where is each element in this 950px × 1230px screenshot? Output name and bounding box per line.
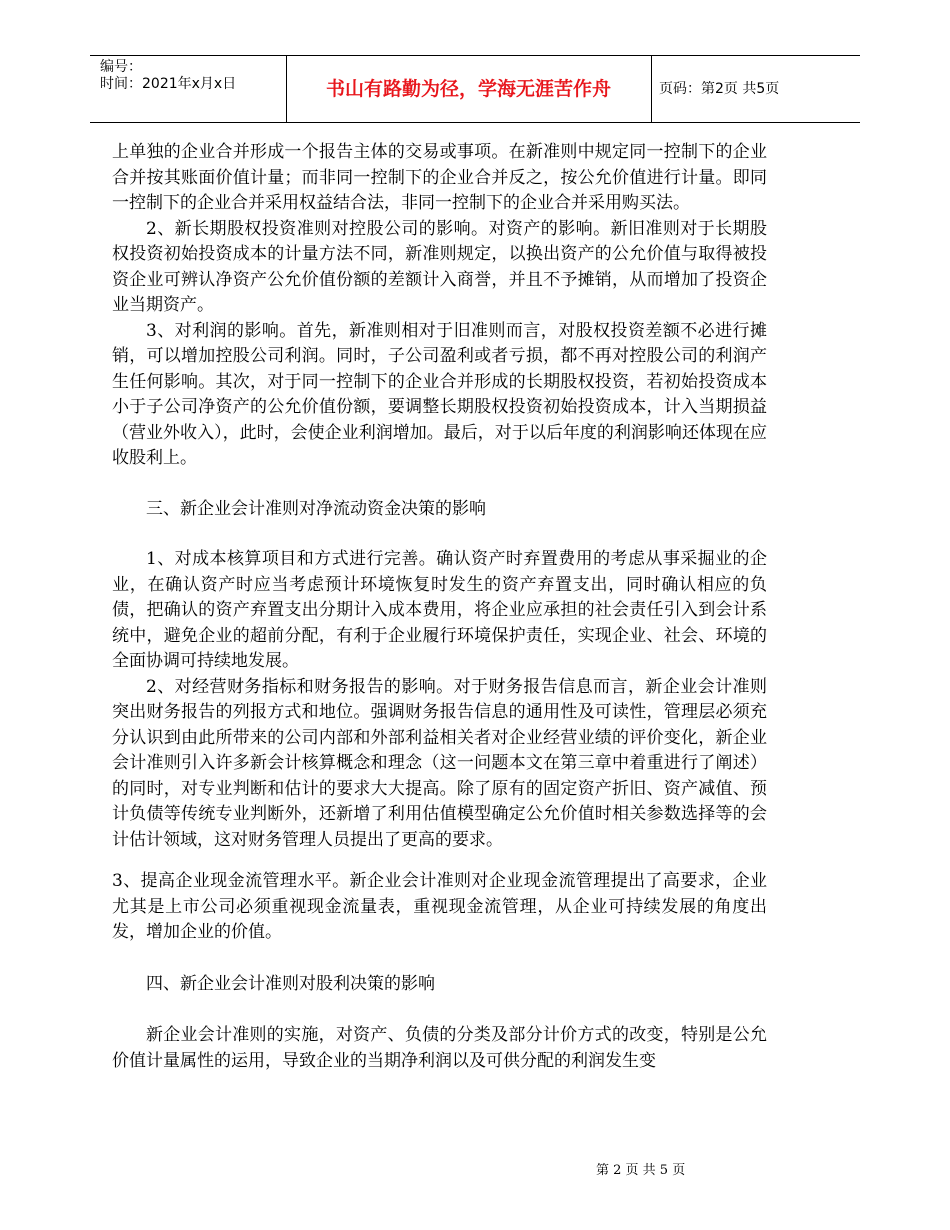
section-heading: 三、新企业会计准则对净流动资金决策的影响	[146, 498, 486, 519]
time-label: 时间：2021年x月x日	[100, 76, 237, 92]
header-meta	[100, 59, 236, 93]
section-heading: 四、新企业会计准则对股利决策的影响	[146, 973, 435, 994]
paragraph: 新企业会计准则的实施，对资产、负债的分类及部分计价方式的改变，特别是公允价值计量属性的运用，导致企业的当期净利润以及可供分配的利润发生变	[112, 1025, 767, 1071]
page-footer: 第 2 页 共 5 页	[596, 1163, 686, 1178]
paragraph: 3、对利润的影响。首先，新准则相对于旧准则而言，对股权投资差额不必进行摊销，可以增加控股公司利润。同时，子公司盈利或者亏损，都不再对控股公司的利润产生任何影响。其次，对于同一控制下的企业合并形成的长期股权投资，若初始投资成本小于子公司净资产的公允价值份额，要调整长期股权投资初始投资成本，计入当期损益（营业外收入），此时，会使企业利润增加。最后，对于以后年度的利润影响还体现在应收股利上。	[112, 320, 767, 468]
header-motto: 书山有路勤为径，学海无涯苦作舟	[325, 78, 611, 100]
page-header	[90, 55, 860, 123]
paragraph: 3、提高企业现金流管理水平。新企业会计准则对企业现金流管理提出了高要求，企业尤其是上市公司必须重视现金流量表，重视现金流管理，从企业可持续发展的角度出发，增加企业的价值。	[112, 871, 767, 942]
number-label: 编号：	[100, 59, 142, 75]
paragraph: 2、对经营财务指标和财务报告的影响。对于财务报告信息而言，新企业会计准则突出财务报告的列报方式和地位。强调财务报告信息的通用性及可读性，管理层必须充分认识到由此所带来的公司内部和外部利益相关者对企业经营业绩的评价变化，新企业会计准则引入许多新会计核算概念和理念（这一问题本文在第三章中着重进行了阐述）的同时，对专业判断和估计的要求大大提高。除了原有的固定资产折旧、资产减值、预计负债等传统专业判断外，还新增了利用估值模型确定公允价值时相关参数选择等的会计估计领域，这对财务管理人员提出了更高的要求。	[112, 676, 767, 850]
header-divider	[651, 56, 652, 122]
header-page-info: 页码：第2页 共5页	[659, 81, 780, 97]
paragraph: 1、对成本核算项目和方式进行完善。确认资产时弃置费用的考虑从事采掘业的企业，在确认资产时应当考虑预计环境恢复时发生的资产弃置支出，同时确认相应的负债，把确认的资产弃置支出分期计入成本费用，将企业应承担的社会责任引入到会计系统中，避免企业的超前分配，有利于企业履行环境保护责任，实现企业、社会、环境的全面协调可持续地发展。	[112, 549, 767, 671]
paragraph: 上单独的企业合并形成一个报告主体的交易或事项。在新准则中规定同一控制下的企业合并按其账面价值计量；而非同一控制下的企业合并反之，按公允价值进行计量。即同一控制下的企业合并采用权益结合法，非同一控制下的企业合并采用购买法。	[112, 142, 767, 213]
document-body	[112, 140, 767, 1074]
paragraph: 2、新长期股权投资准则对控股公司的影响。对资产的影响。新旧准则对于长期股权投资初始投资成本的计量方法不同，新准则规定，以换出资产的公允价值与取得被投资企业可辨认净资产公允价值份额的差额计入商誉，并且不予摊销，从而增加了投资企业当期资产。	[112, 218, 767, 315]
